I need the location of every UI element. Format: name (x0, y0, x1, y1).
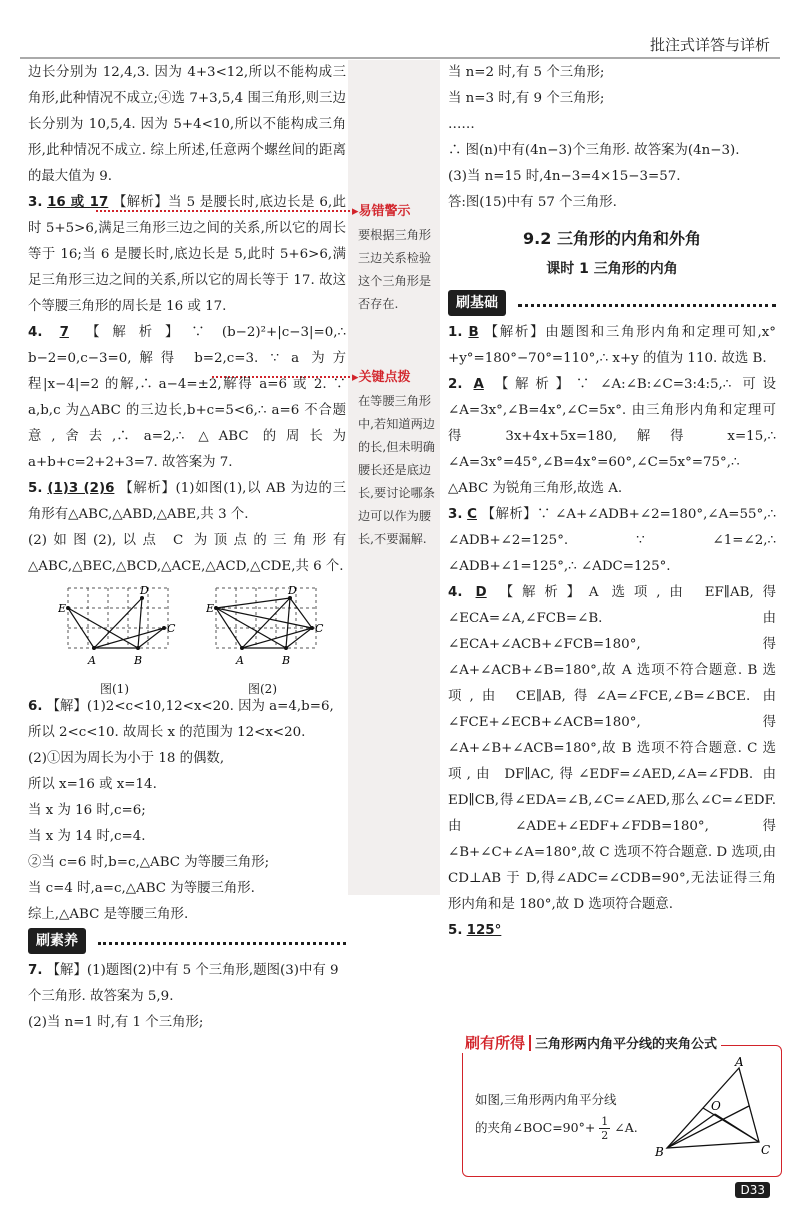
banner-label: 刷素养 (28, 928, 86, 954)
explanation: 【解析】∵ ∠A+∠ADB+∠2=180°,∠A=55°,∴ ∠ADB+∠2=125°. ∵ ∠1=∠2,∴ ∠ADB+∠1=125°,∴ ∠ADC=125°. (448, 507, 776, 574)
continued-line: 当 n=2 时,有 5 个三角形; (448, 65, 605, 80)
question-3 (448, 502, 776, 580)
lesson-title: 课时 1 三角形的内角 (546, 261, 678, 277)
takeaway-text (475, 1086, 638, 1142)
q6-line: 综上,△ABC 是等腰三角形. (28, 907, 189, 922)
continued-line: (3)当 n=15 时,4n−3=4×15−3=57. (448, 169, 681, 184)
label-O: O (711, 1099, 721, 1113)
label-D: D (288, 584, 297, 597)
label-B: B (655, 1145, 664, 1159)
question-5 (448, 918, 776, 944)
answer: D (475, 585, 487, 600)
triangle-figure (653, 1056, 773, 1168)
section-title: 9.2 三角形的内角和外角 (523, 229, 701, 248)
answer: 7 (59, 325, 69, 340)
answer: (1)3 (2)6 (47, 481, 115, 496)
answer: 16 或 17 (47, 195, 109, 210)
label-E: E (206, 602, 215, 615)
header-divider (20, 57, 780, 59)
question-number: 1. (448, 325, 463, 340)
figure-2 (206, 584, 326, 674)
q6-line: ②当 c=6 时,b=c,△ABC 为等腰三角形; (28, 855, 270, 870)
question-5-part-2: (2)如图(2),以点 C 为顶点的三角形有△ABC,△BEC,△BCD,△ACE,△ACD,△CDE,共 6 个. (28, 533, 346, 574)
answer: C (467, 507, 477, 522)
label-C: C (761, 1143, 771, 1157)
fraction-denominator: 2 (601, 1129, 609, 1142)
continued-line: ∴ 图(n)中有(4n−3)个三角形. 故答案为(4n−3). (448, 143, 740, 158)
continued-line: 当 n=3 时,有 9 个三角形; (448, 91, 605, 106)
explanation: 【解析】当 5 是腰长时,底边长是 6,此时 5+5>6,满足三角形三边之间的关系,所以它的周长等于 16;当 6 是腰长时,底边长是 5,此时 5+6>6,满足三角形三边之间的关系,所以它的周长等于 17. 故这个等腰三角形的周长是 16 或 17. (28, 195, 347, 314)
formula-start: 的夹角∠BOC=90°+ (475, 1120, 596, 1135)
question-number: 4. (28, 325, 43, 340)
question-7 (28, 958, 346, 1036)
banner-dots (98, 942, 346, 945)
paragraph-continued: 边长分别为 12,4,3. 因为 4+3<12,所以不能构成三角形,此种情况不成立;④选 7+3,5,4 围三角形,则三边长分别为 10,5,4. 因为 5+4<10,所以不能构成三角形,此种情况不成立. 综上所述,任意两个螺丝间的距离的最大值为 9. (28, 65, 346, 184)
question-number: 6. (28, 699, 43, 714)
question-number: 3. (28, 195, 43, 210)
figure-1 (58, 584, 178, 674)
question-number: 7. (28, 963, 43, 978)
takeaway-line-2 (475, 1114, 638, 1142)
takeaway-title: 三角形两内角平分线的夹角公式 (535, 1037, 718, 1052)
question-1 (448, 320, 776, 372)
question-4 (28, 320, 346, 476)
q6-line: 当 x 为 14 时,c=4. (28, 829, 146, 844)
label-E: E (58, 602, 67, 615)
fraction (599, 1115, 610, 1142)
label-A: A (88, 654, 96, 667)
figure-row (28, 584, 346, 696)
takeaway-line-1: 如图,三角形两内角平分线 (475, 1092, 617, 1107)
q7-line: 【解】(1)题图(2)中有 5 个三角形,题图(3)中有 9 个三角形. 故答案为 5,9. (28, 963, 339, 1004)
explanation: 【解析】A 选项,由 EF∥AB,得∠ECA=∠A,∠FCB=∠B. 由∠ECA+∠ACB+∠FCB=180°,得∠A+∠ACB+∠B=180°,故 A 选项不符合题意. B 选项,由 CE∥AB,得∠A=∠FCE,∠B=∠BCE. 由∠FCE+∠ECB+∠ACB=180°,得∠A+∠B+∠ACB=180°,故 B 选项不符合题意. C 选项,由 DF∥AC,得∠EDF=∠AED,∠A=∠FDB. 由 ED∥CB,得∠EDA=∠B,∠C=∠AED,那么∠C=∠EDF. 由∠ADE+∠EDF+∠FDB=180°,得∠B+∠C+∠A=180°,故 C 选项不符合题意. D 选项,由 CD⊥AB 于 D,得∠ADC=∠CDB=90°,无法证得三角形内角和是 180°,故 D 选项符合题意. (448, 585, 776, 912)
formula-end: ∠A. (614, 1120, 638, 1135)
question-number: 3. (448, 507, 463, 522)
label-B: B (282, 654, 291, 667)
q6-line: (2)①因为周长为小于 18 的偶数, (28, 751, 225, 766)
label-C: C (167, 622, 176, 635)
q7-line: (2)当 n=1 时,有 1 个三角形; (28, 1015, 204, 1030)
q6-line: 当 x 为 16 时,c=6; (28, 803, 146, 818)
page-number: D33 (735, 1182, 770, 1198)
label-D: D (140, 584, 149, 597)
answer: A (473, 377, 484, 392)
banner-dots (518, 304, 776, 307)
tag-divider (529, 1035, 531, 1051)
side-note-2: 在等腰三角形中,若知道两边的长,但未明确腰长还是底边长,要讨论哪条边可以作为腰长,不要漏解. (358, 394, 435, 546)
takeaway-tag (461, 1032, 721, 1053)
explanation: 【解析】∵ ∠A:∠B:∠C=3:4:5,∴ 可设∠A=3x°,∠B=4x°,∠C=5x°. 由三角形内角和定理可得 3x+4x+5x=180,解得 x=15,∴ ∠A=3x°=45°,∠B=4x°=60°,∠C=5x°=75°,∴ △ABC 为锐角三角形,故选 A. (448, 377, 776, 496)
question-5 (28, 476, 346, 528)
takeaway-box (462, 1034, 782, 1177)
question-2 (448, 372, 776, 502)
right-column (448, 60, 776, 944)
answer: B (468, 325, 479, 340)
banner-label: 刷基础 (448, 290, 506, 316)
label-A: A (735, 1056, 744, 1069)
section-banner-literacy (28, 928, 346, 958)
side-note-1: 要根据三角形三边关系检验这个三角形是否存在. (358, 228, 432, 311)
continued-line: …… (448, 117, 475, 132)
side-tag-error-warning: ▸易错警示 (352, 204, 411, 219)
q6-line: 当 c=4 时,a=c,△ABC 为等腰三角形. (28, 881, 255, 896)
side-tag-key-point: ▸关键点拨 (352, 370, 411, 385)
figure-1-caption: 图(1) (100, 682, 129, 696)
continued-line: 答:图(15)中有 57 个三角形. (448, 195, 617, 210)
question-number: 4. (448, 585, 463, 600)
explanation: 【解析】由题图和三角形内角和定理可知,x°+y°=180°−70°=110°,∴ x+y 的值为 110. 故选 B. (448, 325, 776, 366)
page-header: 批注式详答与详析 (649, 36, 770, 54)
label-A: A (236, 654, 244, 667)
question-6 (28, 694, 346, 928)
question-3 (28, 190, 346, 320)
question-number: 2. (448, 377, 463, 392)
question-number: 5. (28, 481, 43, 496)
label-C: C (315, 622, 324, 635)
fraction-numerator: 1 (601, 1115, 609, 1128)
question-4 (448, 580, 776, 918)
answer: 125° (466, 923, 502, 938)
question-number: 5. (448, 923, 463, 938)
left-column (28, 60, 346, 1036)
explanation: 【解析】∵ (b−2)²+|c−3|=0,∴ b−2=0,c−3=0,解得 b=2,c=3. ∵ a 为方程|x−4|=2 的解,∴ a−4=±2,解得 a=6 或 2. ∵ a,b,c 为△ABC 的三边长,b+c=5<6,∴ a=6 不合题意,舍去,∴ a=2,∴ △ABC 的周长为 a+b+c=2+2+3=7. 故答案为 7. (28, 325, 346, 470)
figure-2-caption: 图(2) (248, 682, 277, 696)
explanation: 【解析】(1)如图(1),以 AB 为边的三角形有△ABC,△ABD,△ABE,共 3 个. (28, 481, 346, 522)
q6-line: 【解】(1)2<c<10,12<x<20. 因为 a=4,b=6,所以 2<c<10. 故周长 x 的范围为 12<x<20. (28, 699, 334, 740)
q6-line: 所以 x=16 或 x=14. (28, 777, 157, 792)
label-B: B (134, 654, 143, 667)
takeaway-tag-label: 刷有所得 (465, 1034, 526, 1052)
section-banner-basics (448, 290, 776, 320)
